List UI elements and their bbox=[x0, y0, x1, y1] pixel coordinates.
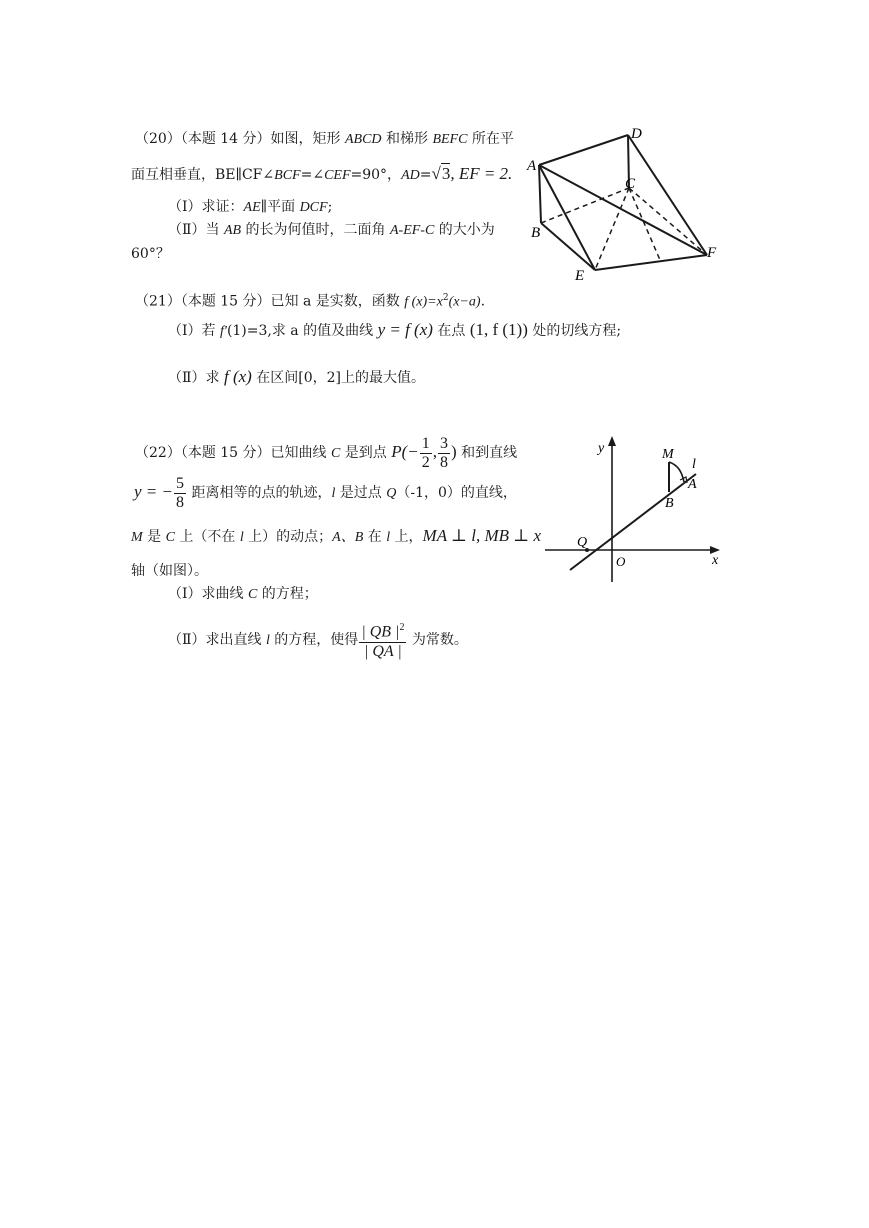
fig22-label-q: Q bbox=[577, 535, 588, 550]
p-y-fraction: $\frac{3}{8}$ bbox=[440, 434, 449, 471]
y-axis-arrow bbox=[608, 436, 616, 446]
fig22-label-y: y bbox=[598, 441, 605, 456]
fig20-label-f: F bbox=[707, 245, 717, 261]
q22-line-2: y = − $\frac{5}{8}$ 距离相等的点的轨迹，l 是过点 Q（-1，0）的直线， bbox=[134, 474, 517, 511]
fig20-label-c: C bbox=[625, 176, 636, 192]
fig22-label-x: x bbox=[712, 553, 719, 568]
fig22-label-a: A bbox=[688, 477, 697, 492]
q22-line-3: M 是 C 上（不在 l 上）的动点；A、B 在 l 上，MA ⊥ l, MB ⊥ x bbox=[131, 526, 542, 545]
q21-part-2: （Ⅱ）求 f (x) 在区间[0，2]上的最大值。 bbox=[168, 367, 426, 386]
fig20-label-e: E bbox=[575, 268, 585, 284]
fig20-label-a: A bbox=[527, 158, 537, 174]
q21-line-1: （21）（本题 15 分）已知 a 是实数，函数 f $(x)=x^2(x-a)$. bbox=[135, 293, 486, 310]
y-fraction: $\frac{5}{8}$ bbox=[176, 474, 184, 511]
fig20-label-b: B bbox=[531, 225, 541, 241]
fig22-label-o: O bbox=[616, 554, 626, 569]
q22-part-2: （Ⅱ）求出直线 l 的方程，使得 $\frac{| QB |^2}{| QA |}$ 为常数。 bbox=[168, 618, 468, 663]
fig22-label-m: M bbox=[662, 447, 674, 462]
q22-figure bbox=[540, 432, 730, 592]
fig20-label-d: D bbox=[631, 126, 642, 142]
qb-qa-fraction: $\frac{| QB |^2}{| QA |}$ bbox=[359, 619, 406, 660]
q20-part-1: （Ⅰ）求证：AE∥平面 DCF; bbox=[168, 199, 333, 215]
q20-part-2: （Ⅱ）当 AB 的长为何值时，二面角 A-EF-C 的大小为 bbox=[168, 222, 495, 238]
q20-line-1: （20）（本题 14 分）如图，矩形 ABCD 和梯形 BEFC 所在平 bbox=[135, 131, 514, 147]
fig22-label-b: B bbox=[665, 496, 674, 511]
fig22-label-l: l bbox=[692, 457, 696, 472]
q21-part-1: （Ⅰ）若 f′(1)=3,求 a 的值及曲线 y = f (x) 在点 (1, f (1)) 处的切线方程; bbox=[168, 320, 622, 339]
q20-part-2-cont: 60°？ bbox=[131, 246, 170, 262]
q20-figure bbox=[525, 120, 730, 285]
q20-line-2: 面互相垂直，BE∥CF∠BCF=∠CEF=90°，AD=√3, EF = 2. bbox=[131, 164, 513, 183]
q22-line-4: 轴（如图）。 bbox=[131, 563, 208, 579]
q22-line-1: （22）（本题 15 分）已知曲线 C 是到点 P(− $\frac{1}{2}$ , $\frac{3}{8}$ ) 和到直线 bbox=[135, 434, 518, 471]
p-x-fraction: $\frac{1}{2}$ bbox=[421, 434, 430, 471]
q22-part-1: （Ⅰ）求曲线 C 的方程； bbox=[168, 586, 318, 602]
